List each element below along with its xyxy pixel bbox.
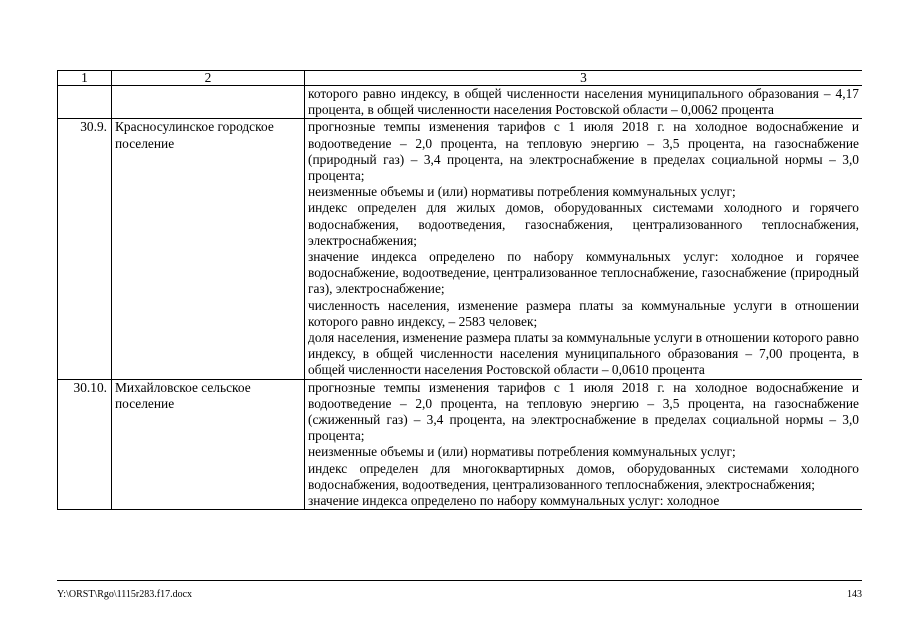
description-cell [305,379,863,510]
footer-page-number: 143 [847,589,862,600]
table-row [58,119,863,379]
table-body [58,86,863,510]
table-header-row [58,71,863,86]
document-table [57,70,862,510]
row-number-cell [58,86,112,119]
description-paragraph: доля населения, изменение размера платы за коммунальные услуги в отношении которого равно индексу, в общей численности населения муниципального образования – 7,00 процента, в общей численности населения Ростовской области – 0,0610 процента [308,330,859,378]
description-paragraph: значение индекса определено по набору коммунальных услуг: холодное [308,493,720,509]
description-paragraph: индекс определен для многоквартирных домов, оборудованных системами холодного водоснабжения, водоотведения, централизованного теплоснабжения, электроснабжения; [308,460,859,492]
column-header-2: 2 [112,71,305,86]
description-paragraph: численность населения, изменение размера платы за коммунальные услуги в отношении которого равно индексу, – 2583 человек; [308,297,859,329]
description-paragraph: индекс определен для жилых домов, оборудованных системами холодного и горячего водоснабжения, водоотведения, газоснабжения, централизованного теплоснабжения, электроснабжения; [308,200,859,248]
footer-file-path: Y:\ORST\Rgo\1115r283.f17.docx [57,589,193,600]
description-paragraph: значение индекса определено по набору коммунальных услуг: холодное и горячее водоснабжение, водоотведение, централизованное теплоснабжение, газоснабжение (природный газ), электроснабжение; [308,249,859,297]
table-row [58,86,863,119]
table-row [58,379,863,510]
column-header-3: 3 [305,71,863,86]
row-number-cell: 30.10. [58,379,112,510]
settlement-name-cell: Михайловское сельское поселение [112,379,305,510]
description-cell [305,86,863,119]
description-paragraph: прогнозные темпы изменения тарифов с 1 июля 2018 г. на холодное водоснабжение и водоотведение – 2,0 процента, на тепловую энергию – 3,5 процента, на газоснабжение (природный газ) – 3,4 процента, на электроснабжение в пределах социальной нормы – 3,0 процента; [308,119,859,184]
settlement-name-cell: Красносулинское городское поселение [112,119,305,379]
description-paragraph: прогнозные темпы изменения тарифов с 1 июля 2018 г. на холодное водоснабжение и водоотведение – 2,0 процента, на тепловую энергию – 3,5 процента, на газоснабжение (сжиженный газ) – 3,4 процента, на электроснабжение в пределах социальной нормы – 3,0 процента; [308,379,859,444]
description-cell [305,119,863,379]
description-paragraph: неизменные объемы и (или) нормативы потребления коммунальных услуг; [308,184,736,200]
document-table-container [57,70,862,581]
column-header-1: 1 [58,71,112,86]
description-paragraph: которого равно индексу, в общей численности населения муниципального образования – 4,17 процента, в общей численности населения Ростовской области – 0,0062 процента [308,86,859,118]
settlement-name-cell [112,86,305,119]
description-paragraph: неизменные объемы и (или) нормативы потребления коммунальных услуг; [308,444,736,460]
row-number-cell: 30.9. [58,119,112,379]
